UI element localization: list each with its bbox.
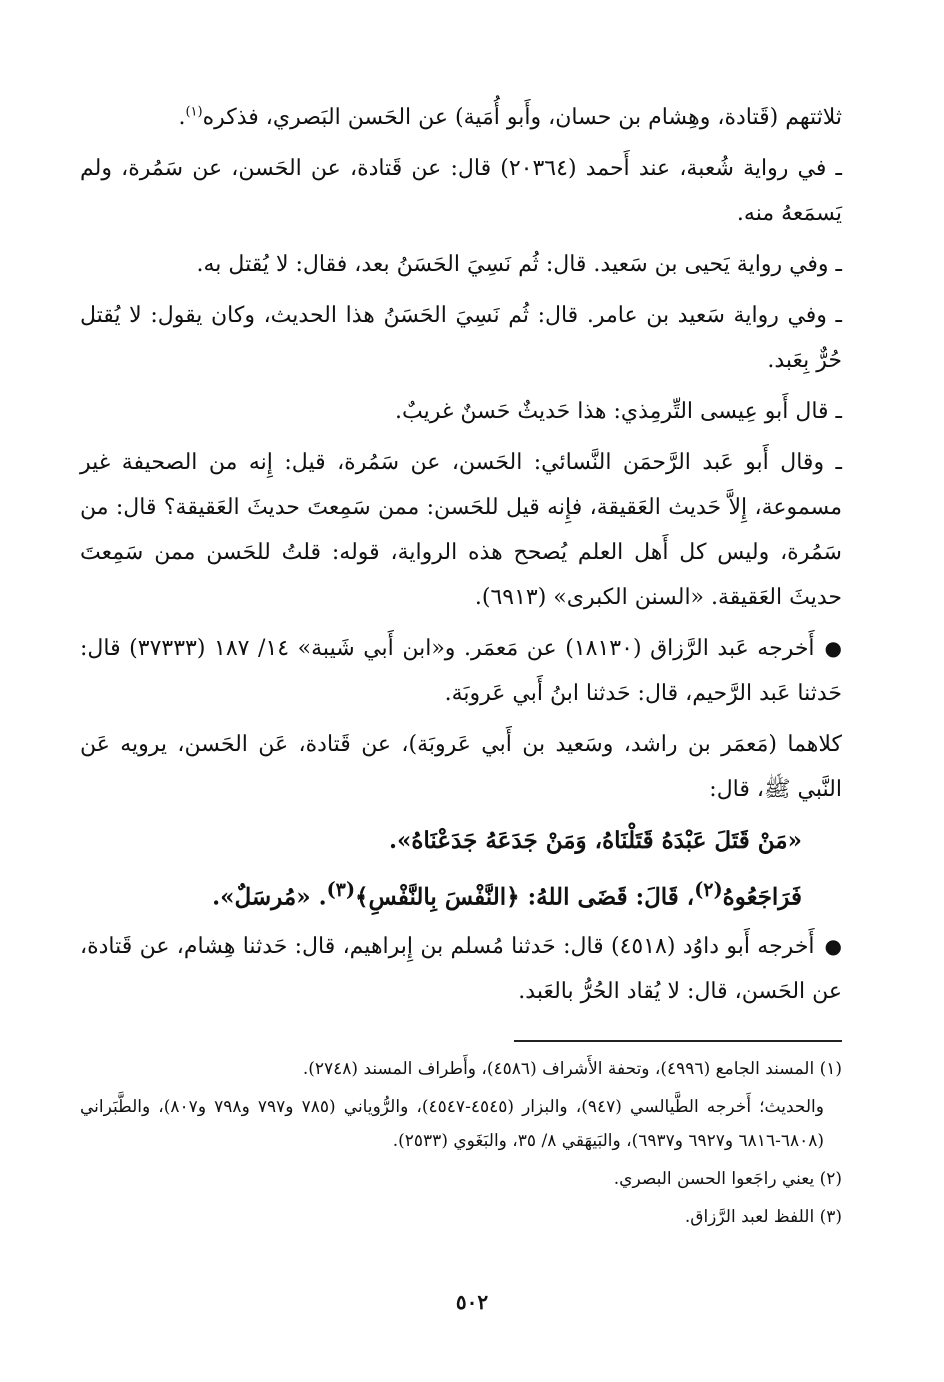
- paragraph-nasai: ـ وقال أَبو عَبد الرَّحمَن النَّسائي: الحَسن، عن سَمُرة، قيل: إِنه من الصحيفة غير مسموعة، إِلاَّ حَديث العَقيقة، فإِنه قيل للحَسن: ممن سَمِعتَ حديثَ العَقيقة؟ قال: من سَمُرة، وليس كل أَهل العلم يُصحح هذه الرواية، قوله: قلتُ للحَسن ممن سَمِعتَ حديثَ العَقيقة. «السنن الكبرى» (٦٩١٣).: [80, 450, 842, 610]
- paragraph-saeed: ـ وفي رواية سَعيد بن عامر. قال: ثُم نَسِيَ الحَسَنُ هذا الحديث، وكان يقول: لا يُقتل حُرٌّ بِعَبد.: [80, 303, 842, 373]
- paragraph-yahya: ـ وفي رواية يَحيى بن سَعيد. قال: ثُم نَسِيَ الحَسَنُ بعد، فقال: لا يُقتل به.: [196, 252, 842, 277]
- bullet-paragraph-1: ●أَخرجه عَبد الرَّزاق (١٨١٣٠) عن مَعمَر. و«ابن أَبي شَيبة» ١٤/ ١٨٧ (٣٧٣٣٣) قال: حَدثنا عَبد الرَّحيم، قال: حَدثنا ابنُ أَبي عَروبَة.: [80, 626, 842, 716]
- return-line: فَرَاجَعُوهُ$^{(٢)}$، قَالَ: قَضَى اللهُ: ﴿النَّفْسَ بِالنَّفْسِ﴾$^{(٣)}$. «مُرسَلٌ».: [212, 878, 802, 911]
- hadith-quote: «مَنْ قَتَلَ عَبْدَهُ قَتَلْنَاهُ، وَمَنْ جَدَعَهُ جَدَعْنَاهُ».: [388, 827, 802, 854]
- bullet-dot-icon: ●: [824, 933, 842, 958]
- paragraph-shuba: ـ في رواية شُعبة، عند أَحمد (٢٠٣٦٤) قال: عن قَتادة، عن الحَسن، عن سَمُرة، ولم يَسمَعهُ منه.: [80, 156, 842, 226]
- footnote-separator: [514, 1040, 842, 1042]
- page-number: ٥٠٢: [455, 1290, 489, 1314]
- footnote-ref-3: (٣): [326, 878, 356, 901]
- main-text: [80, 95, 842, 1020]
- bullet-dot-icon: ●: [824, 636, 842, 660]
- paragraph-1: ثلاثتهم (قَتادة، وهِشام بن حسان، وأَبو أُمَية) عن الحَسن البَصري، فذكره$^{(١)}$.: [178, 104, 842, 130]
- footnotes: [80, 1052, 842, 1238]
- footnote-3: (٣) اللفظ لعبد الرَّزاق.: [684, 1207, 842, 1227]
- paragraph-both-chain: كلاهما (مَعمَر بن راشد، وسَعيد بن أَبي عَروبَة)، عن قَتادة، عَن الحَسن، يرويه عَن النَّبي ﷺ، قال:: [80, 732, 842, 802]
- footnote-1: (١) المسند الجامع (٤٩٩٦)، وتحفة الأَشراف (٤٥٨٦)، وأَطراف المسند (٢٧٤٨).: [302, 1059, 842, 1079]
- footnote-ref-1: (١): [185, 104, 203, 120]
- footnote-1-continuation: والحديث؛ أَخرجه الطَّيالسي (٩٤٧)، والبزار (٤٥٤٥-٤٥٤٧)، والرُّوياني (٧٨٥ و٧٩٧ و٧٩٨ و٨٠٧)، والطَّبَراني (٦٨٠٨-٦٨١٦ و٦٩٢٧ و٦٩٣٧)، والبَيهَقي ٨/ ٣٥، والبَغَوي (٢٥٣٣).: [80, 1097, 824, 1151]
- paragraph-tirmidhi: ـ قال أَبو عِيسى التِّرمِذي: هذا حَديثٌ حَسنٌ غريبٌ.: [395, 399, 842, 424]
- bullet-paragraph-2: ●أَخرجه أَبو داوُد (٤٥١٨) قال: حَدثنا مُسلم بن إِبراهيم، قال: حَدثنا هِشام، عن قَتادة، عن الحَسن، قال: لا يُقاد الحُرُّ بالعَبد.: [80, 924, 842, 1014]
- footnote-2: (٢) يعني راجَعوا الحسن البصري.: [613, 1169, 842, 1189]
- footnote-ref-2: (٢): [694, 878, 723, 901]
